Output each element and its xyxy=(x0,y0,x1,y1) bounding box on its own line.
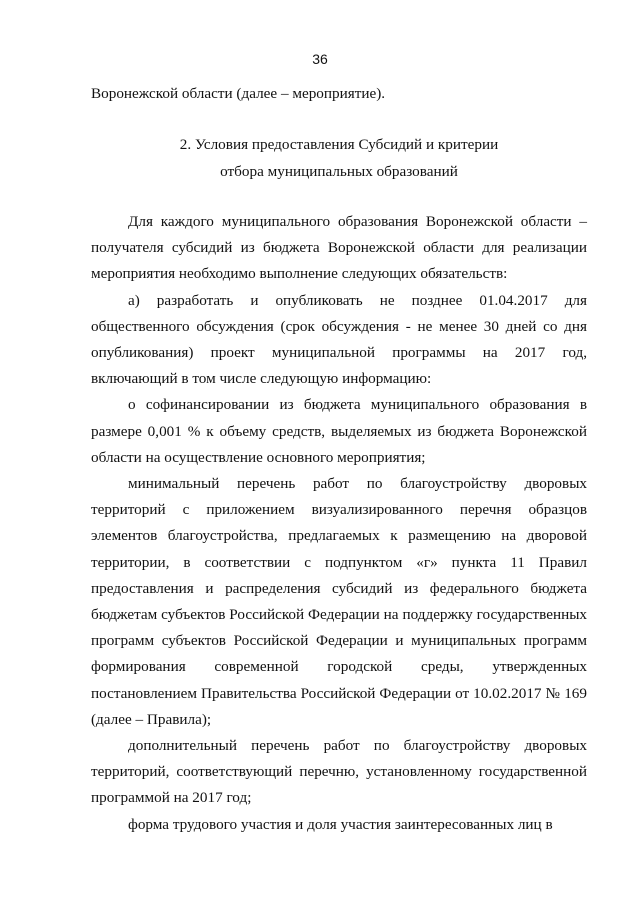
page-number: 36 xyxy=(312,51,328,67)
section-heading xyxy=(91,131,587,185)
paragraph: о софинансировании из бюджета муниципального образования в размере 0,001 % к объему средств, выделяемых из бюджета Воронежской области на осуществление основного мероприятия; xyxy=(91,396,587,466)
paragraph: форма трудового участия и доля участия заинтересованных лиц в xyxy=(128,815,553,833)
body-text xyxy=(91,209,587,838)
paragraph: а) разработать и опубликовать не позднее 01.04.2017 для общественного обсуждения (срок обсуждения - не менее 30 дней со дня опубликования) проект муниципальной программы на 2017 год, включающий в том числе следующую информацию: xyxy=(91,291,587,388)
section-heading-line-1: 2. Условия предоставления Субсидий и критерии xyxy=(179,136,499,153)
paragraph: минимальный перечень работ по благоустройству дворовых территорий с приложением визуализированного перечня образцов элементов благоустройства, предлагаемых к размещению на дворовой территории, в соответствии с подпунктом «г» пункта 11 Правил предоставления и распределения субсидий из федерального бюджета бюджетам субъектов Российской Федерации на поддержку государственных программ субъектов Российской Федерации и муниципальных программ формирования современной городской среды, утвержденных постановлением Правительства Российской Федерации от 10.02.2017 № 169 (далее – Правила); xyxy=(91,475,587,728)
intro-line xyxy=(91,81,587,107)
paragraph: Для каждого муниципального образования Воронежской области – получателя субсидий из бюджета Воронежской области для реализации мероприятия необходимо выполнение следующих обязательств: xyxy=(91,213,587,283)
intro-text: Воронежской области (далее – мероприятие). xyxy=(91,85,386,102)
section-heading-line-2: отбора муниципальных образований xyxy=(220,163,458,180)
paragraph: дополнительный перечень работ по благоустройству дворовых территорий, соответствующий перечню, установленному государственной программой на 2017 год; xyxy=(91,737,587,807)
